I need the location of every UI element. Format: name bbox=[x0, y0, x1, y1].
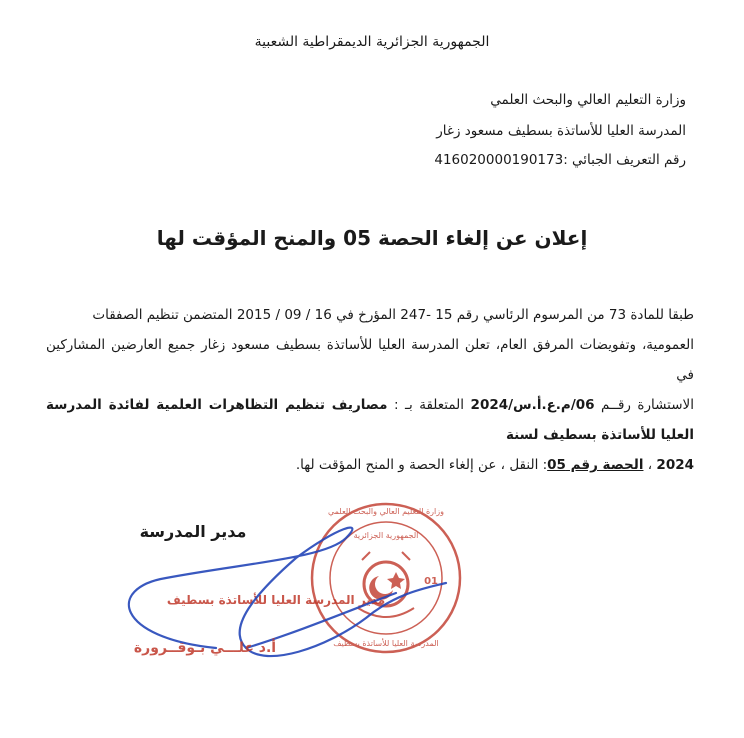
handwritten-signature bbox=[129, 528, 446, 656]
director-name: أ.د علـــي بـوقــرورة bbox=[133, 640, 277, 656]
republic-header: الجمهورية الجزائرية الديمقراطية الشعبية bbox=[254, 34, 490, 50]
tax-id-line: رقم التعريف الجبائي :416020000190173 bbox=[434, 152, 686, 168]
consultation-number: 06/م.ع.أ.س/2024 bbox=[470, 397, 595, 413]
stamp-bottom-text: المدرسة العليا للأساتذة بسطيف bbox=[333, 639, 439, 648]
ministry-line: وزارة التعليم العالي والبحث العلمي bbox=[490, 92, 686, 108]
stamp-ring-text: وزارة التعليم العالي والبحث العلمي bbox=[328, 507, 444, 516]
announcement-body bbox=[46, 300, 694, 480]
stamp-number: 01 bbox=[424, 576, 438, 587]
school-line: المدرسة العليا للأساتذة بسطيف مسعود زغار bbox=[436, 123, 686, 139]
announcement-title: إعلان عن إلغاء الحصة 05 والمنح المؤقت لها bbox=[156, 226, 588, 250]
related-label: المتعلقة بـ : bbox=[387, 397, 471, 413]
subject-year: 2024 bbox=[656, 457, 694, 473]
body-line-1: طبقا للمادة 73 من المرسوم الرئاسي رقم 15 -247 المؤرخ في 16 / 09 / 2015 المتضمن تنظيم الصفقات bbox=[92, 307, 694, 323]
body-line-4 bbox=[46, 450, 694, 480]
lot-number: الحصة رقم 05 bbox=[547, 457, 644, 473]
lot-description: : النقل ، عن إلغاء الحصة و المنح المؤقت لها. bbox=[295, 457, 548, 473]
body-line-3 bbox=[46, 390, 694, 450]
stamp-center-text: الجمهورية الجزائرية bbox=[353, 531, 419, 540]
round-seal bbox=[312, 504, 460, 652]
body-line-2: العمومية، وتفويضات المرفق العام، تعلن المدرسة العليا للأساتذة بسطيف مسعود زغار جميع العارضين المشاركين في bbox=[46, 337, 694, 383]
director-stamp-text: مدير المدرسة العليا للأساتذة بسطيف bbox=[166, 593, 386, 607]
consultation-subject: مصاريف تنظيم التظاهرات العلمية لفائدة المدرسة العليا للأساتذة بسطيف لسنة bbox=[46, 397, 694, 443]
director-title: مدير المدرسة bbox=[139, 522, 247, 541]
consultation-label: الاستشارة رقــم bbox=[594, 397, 695, 413]
comma: ، bbox=[643, 457, 657, 473]
